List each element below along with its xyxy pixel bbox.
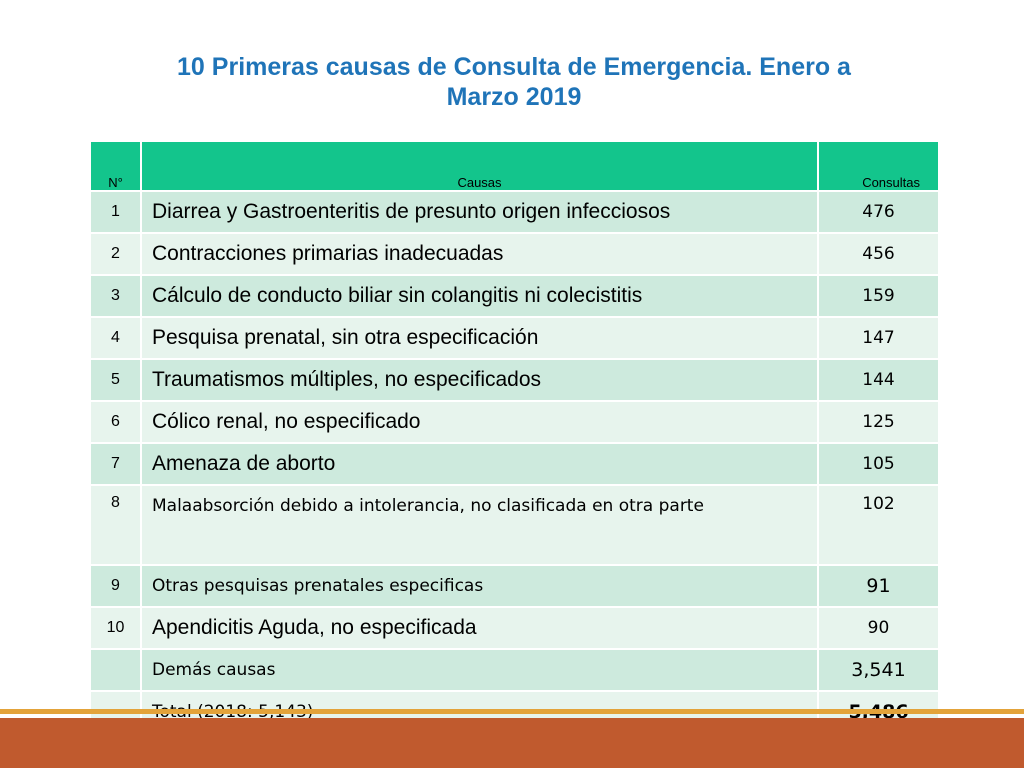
table-row (91, 565, 938, 607)
row-number: 8 (91, 485, 141, 565)
row-number: 4 (91, 317, 141, 359)
row-value: 159 (818, 275, 938, 317)
table-row (91, 485, 938, 565)
row-value: 105 (818, 443, 938, 485)
row-cause: Malaabsorción debido a intolerancia, no clasificada en otra parte (141, 485, 818, 565)
row-value: 147 (818, 317, 938, 359)
table-row (91, 401, 938, 443)
table-row (91, 317, 938, 359)
row-number: 7 (91, 443, 141, 485)
title-line-2: Marzo 2019 (446, 83, 582, 111)
table-row (91, 275, 938, 317)
row-cause: Otras pesquisas prenatales especificas (141, 565, 818, 607)
causes-table (91, 142, 938, 734)
others-cause: Demás causas (141, 649, 818, 691)
row-number: 6 (91, 401, 141, 443)
header-number: N° (91, 142, 141, 191)
row-value: 90 (818, 607, 938, 649)
others-number (91, 649, 141, 691)
row-number: 1 (91, 191, 141, 233)
others-value: 3,541 (818, 649, 938, 691)
footer-bar (0, 718, 1024, 768)
row-value: 91 (818, 565, 938, 607)
page-title (90, 52, 938, 112)
row-cause: Diarrea y Gastroenteritis de presunto origen infecciosos (141, 191, 818, 233)
row-value: 144 (818, 359, 938, 401)
row-number: 9 (91, 565, 141, 607)
row-cause: Cálculo de conducto biliar sin colangitis ni colecistitis (141, 275, 818, 317)
table-row (91, 443, 938, 485)
row-cause: Traumatismos múltiples, no especificados (141, 359, 818, 401)
row-cause: Cólico renal, no especificado (141, 401, 818, 443)
table-header-row (91, 142, 938, 191)
table-row (91, 607, 938, 649)
row-value: 125 (818, 401, 938, 443)
row-cause: Pesquisa prenatal, sin otra especificación (141, 317, 818, 359)
row-value: 476 (818, 191, 938, 233)
header-consultas: Consultas (818, 142, 938, 191)
row-number: 3 (91, 275, 141, 317)
table-row (91, 359, 938, 401)
row-cause: Apendicitis Aguda, no especificada (141, 607, 818, 649)
row-cause: Amenaza de aborto (141, 443, 818, 485)
footer-accent-line (0, 709, 1024, 714)
row-number: 2 (91, 233, 141, 275)
others-row (91, 649, 938, 691)
row-value: 456 (818, 233, 938, 275)
row-value: 102 (818, 485, 938, 565)
header-cause: Causas (141, 142, 818, 191)
row-number: 5 (91, 359, 141, 401)
row-number: 10 (91, 607, 141, 649)
row-cause: Contracciones primarias inadecuadas (141, 233, 818, 275)
title-line-1: 10 Primeras causas de Consulta de Emergencia. Enero a (177, 53, 851, 81)
table-row (91, 233, 938, 275)
table-row (91, 191, 938, 233)
